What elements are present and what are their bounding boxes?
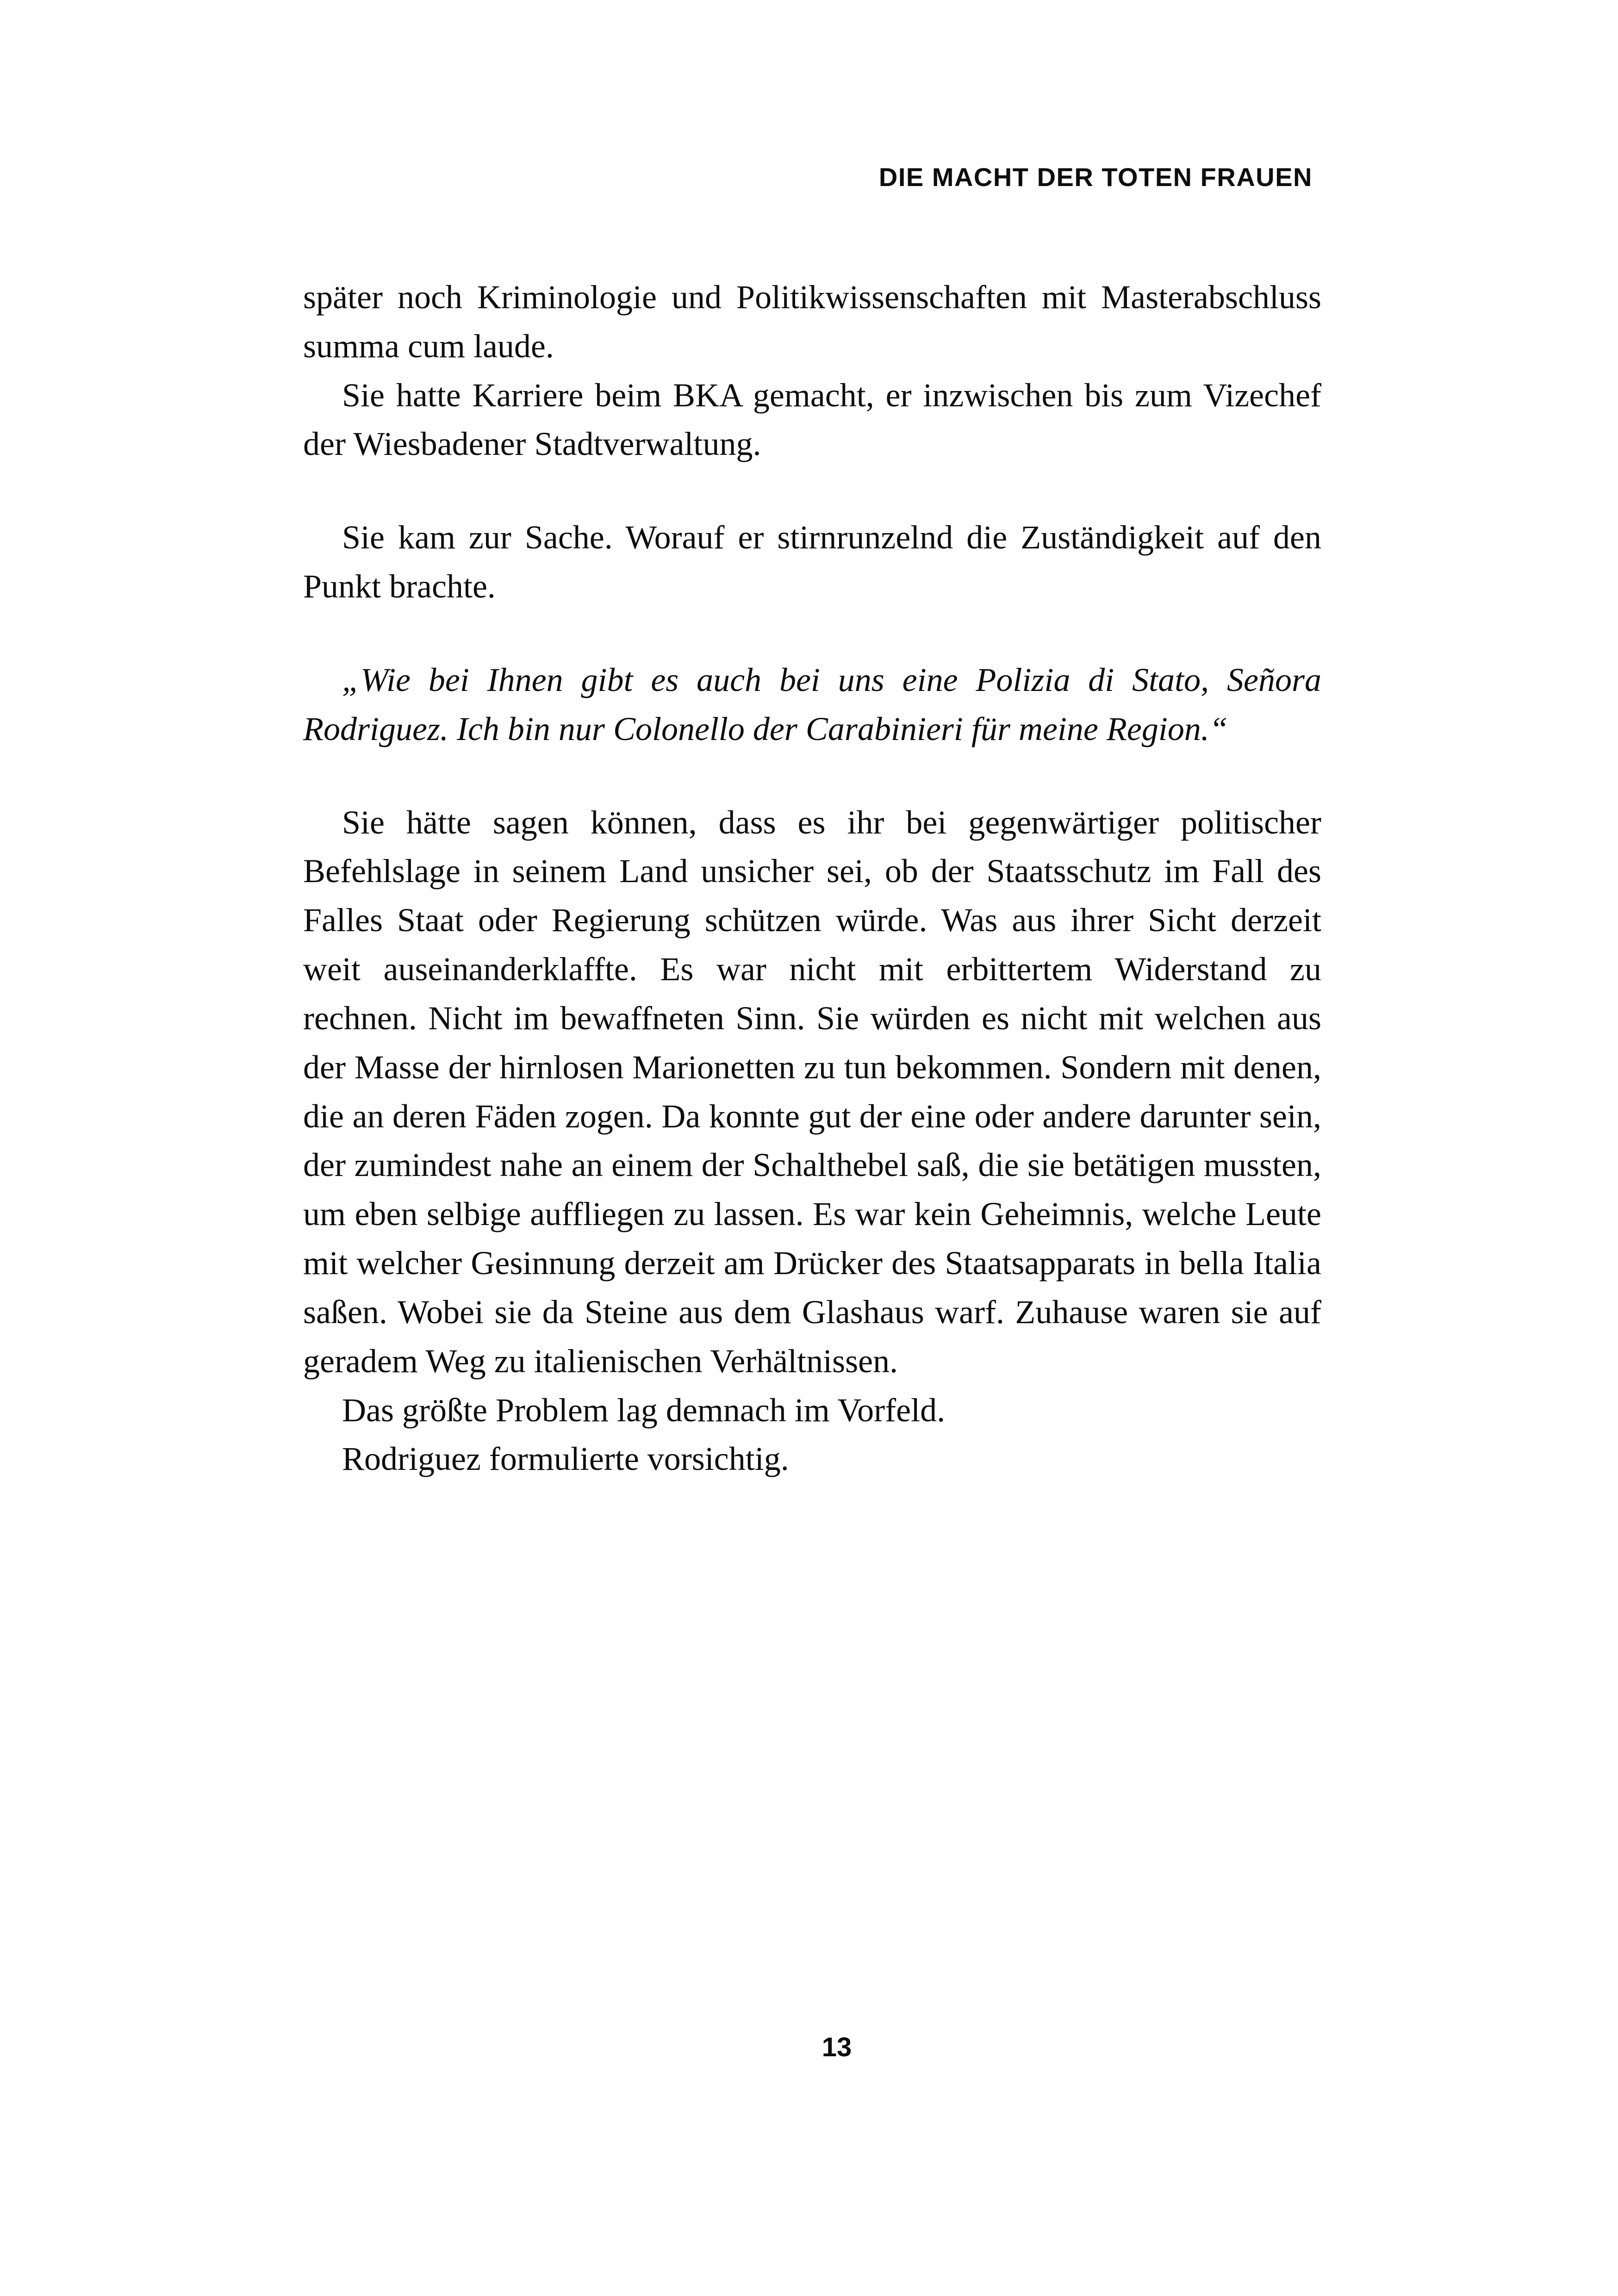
paragraph: Rodriguez formulierte vorsichtig. — [342, 1440, 789, 1478]
body-text — [303, 273, 1321, 1484]
running-head: DIE MACHT DER TOTEN FRAUEN — [878, 162, 1313, 192]
page-number — [0, 2032, 1618, 2063]
paragraph: Sie kam zur Sache. Worauf er stirnrunzelnd die Zuständigkeit auf den Punkt brachte. — [303, 519, 1321, 605]
page-number-value: 13 — [821, 2032, 852, 2062]
block-quote: „Wie bei Ihnen gibt es auch bei uns eine Polizia di Stato, Señora Rodriguez. Ich bin nur Colonello der Carabinieri für meine Region.“ — [303, 661, 1321, 747]
paragraph: später noch Kriminologie und Politikwissenschaften mit Masterabschluss summa cum laude. — [303, 279, 1321, 365]
paragraph: Das größte Problem lag demnach im Vorfeld. — [342, 1391, 946, 1429]
paragraph: Sie hätte sagen können, dass es ihr bei gegenwärtiger politischer Befehlslage in seinem Land unsicher sei, ob der Staatsschutz im Fall des Falles Staat oder Regierung schützen würde. Was aus ihrer Sicht derzeit weit auseinanderklaffte. Es war nicht mit erbittertem Widerstand zu rechnen. Nicht im bewaffneten Sinn. Sie würden es nicht mit welchen aus der Masse der hirnlosen Marionetten zu tun bekommen. Sondern mit denen, die an deren Fäden zogen. Da konnte gut der eine oder andere darunter sein, der zumindest nahe an einem der Schalthebel saß, die sie betätigen mussten, um eben selbige auffliegen zu lassen. Es war kein Geheimnis, welche Leute mit welcher Gesinnung derzeit am Drücker des Staatsapparats in bella Italia saßen. Wobei sie da Steine aus dem Glashaus warf. Zuhause waren sie auf geradem Weg zu italienischen Verhältnissen. — [303, 803, 1321, 1380]
paragraph-spacer — [303, 754, 1321, 798]
paragraph-spacer — [303, 611, 1321, 656]
paragraph-spacer — [303, 469, 1321, 513]
paragraph: Sie hatte Karriere beim BKA gemacht, er inzwischen bis zum Vizechef der Wiesbadener Stadtverwaltung. — [303, 376, 1321, 463]
